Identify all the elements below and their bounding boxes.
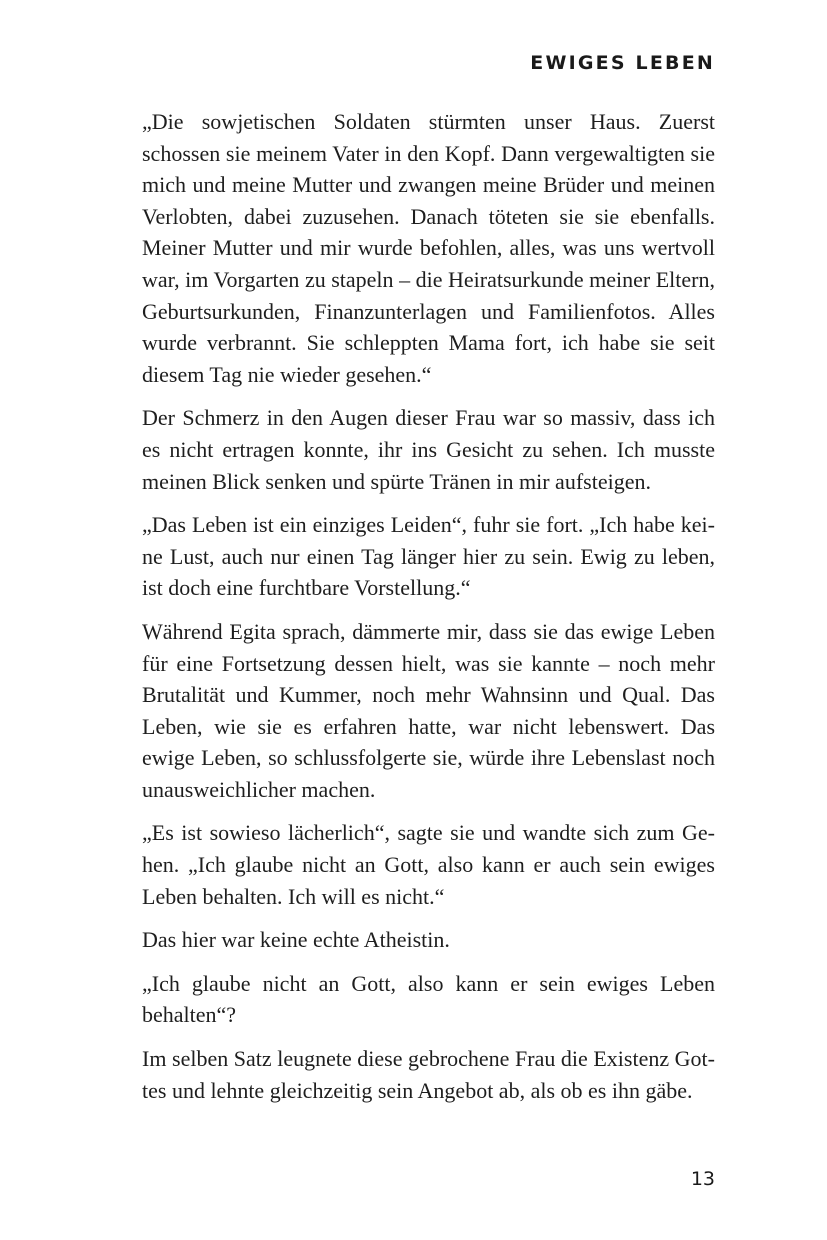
page-number: 13 [690, 1168, 715, 1190]
paragraph-7: „Ich glaube nicht an Gott, also kann er sein ewiges Leben behalten“? [142, 970, 715, 1028]
paragraph-6: Das hier war keine echte Atheistin. [142, 927, 450, 953]
running-head: EWIGES LEBEN [530, 52, 715, 74]
paragraph-1: „Die sowjetischen Soldaten stürmten unser Haus. Zuerst schossen sie meinem Vater in den Kopf. Dann vergewaltigten sie mich und meine Mutter und zwangen meine Brüder und meinen Verlobten, dabei zuzusehen. Danach töteten sie sie ebenfalls. Meiner Mutter und mir wurde befohlen, alles, was uns wertvoll war, im Vorgarten zu stapeln – die Heiratsurkunde meiner Eltern, Geburtsurkunden, Finanzunterlagen und Familienfotos. Alles wurde verbrannt. Sie schleppten Mama fort, ich habe sie seit diesem Tag nie wieder gesehen.“ [142, 109, 715, 387]
paragraph-4: Während Egita sprach, dämmerte mir, dass sie das ewige Leben für eine Fortsetzung dessen hielt, was sie kannte – noch mehr Brutalität und Kummer, noch mehr Wahnsinn und Qual. Das Leben, wie sie es erfahren hatte, war nicht lebenswert. Das ewige Leben, so schlussfolgerte sie, würde ihre Lebenslast noch unausweichlicher machen. [142, 618, 715, 802]
paragraph-3: „Das Leben ist ein einziges Leiden“, fuhr sie fort. „Ich habe keine Lust, auch nur einen Tag länger hier zu sein. Ewig zu leben, ist doch eine furchtbare Vorstellung.“ [142, 512, 715, 601]
body-text [142, 106, 715, 1118]
paragraph-8: Im selben Satz leugnete diese gebrochene Frau die Existenz Gottes und lehnte gleichzeitig sein Angebot ab, als ob es ihn gäbe. [142, 1046, 715, 1103]
paragraph-5: „Es ist sowieso lächerlich“, sagte sie und wandte sich zum Gehen. „Ich glaube nicht an Gott, also kann er auch sein ewiges Leben behalten. Ich will es nicht.“ [142, 820, 715, 909]
paragraph-2: Der Schmerz in den Augen dieser Frau war so massiv, dass ich es nicht ertragen konnte, ihr ins Gesicht zu sehen. Ich musste meinen Blick senken und spürte Tränen in mir aufsteigen. [142, 405, 715, 494]
